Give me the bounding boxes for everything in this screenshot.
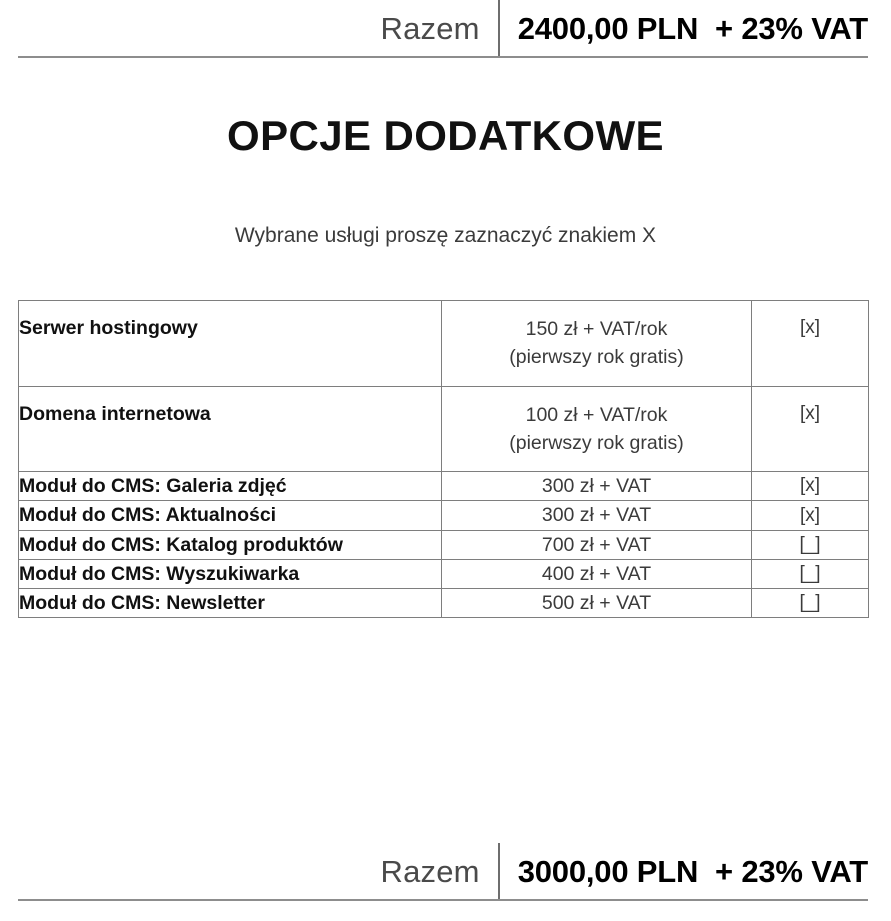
option-price-main: 100 zł + VAT/rok — [525, 403, 668, 426]
option-name-cell: Serwer hostingowy — [19, 301, 442, 387]
option-checkbox-cell[interactable]: [x] — [752, 472, 869, 501]
total-value-bottom: 3000,00 PLN + 23% VAT — [517, 854, 868, 889]
option-price-main: 700 zł + VAT — [541, 533, 652, 556]
option-price-cell — [442, 301, 752, 387]
option-price-cell — [442, 559, 752, 588]
total-bar-bottom — [18, 843, 868, 901]
table-row — [19, 530, 869, 559]
option-price-note: (pierwszy rok gratis) — [509, 346, 684, 369]
option-price-cell — [442, 472, 752, 501]
page-title: OPCJE DODATKOWE — [227, 112, 664, 159]
option-price-main: 500 zł + VAT — [541, 592, 652, 615]
option-checkbox-cell[interactable]: [x] — [752, 386, 869, 472]
table-row — [19, 559, 869, 588]
option-price-note: (pierwszy rok gratis) — [509, 431, 684, 454]
option-checkbox-cell[interactable]: [x] — [752, 501, 869, 530]
option-price-cell — [442, 530, 752, 559]
option-name-cell: Moduł do CMS: Galeria zdjęć — [19, 472, 442, 501]
option-checkbox-cell[interactable]: [_] — [752, 589, 869, 618]
option-price-main: 300 zł + VAT — [541, 475, 652, 498]
option-name-cell: Moduł do CMS: Newsletter — [19, 589, 442, 618]
option-price-cell — [442, 501, 752, 530]
table-row — [19, 501, 869, 530]
table-row — [19, 589, 869, 618]
option-price-main: 400 zł + VAT — [541, 562, 652, 585]
total-value-top: 2400,00 PLN + 23% VAT — [517, 11, 868, 46]
option-checkbox-cell[interactable]: [_] — [752, 530, 869, 559]
total-label-bottom: Razem — [380, 854, 480, 889]
table-row — [19, 301, 869, 387]
total-label-top: Razem — [380, 11, 480, 46]
total-bar-top — [18, 0, 868, 58]
option-name-cell: Moduł do CMS: Aktualności — [19, 501, 442, 530]
option-name-cell: Moduł do CMS: Katalog produktów — [19, 530, 442, 559]
option-checkbox-cell[interactable]: [x] — [752, 301, 869, 387]
option-name-cell: Domena internetowa — [19, 386, 442, 472]
option-price-cell — [442, 589, 752, 618]
option-price-main: 300 zł + VAT — [541, 504, 652, 527]
table-row — [19, 386, 869, 472]
page-subtitle: Wybrane usługi proszę zaznaczyć znakiem X — [234, 224, 657, 247]
option-name-cell: Moduł do CMS: Wyszukiwarka — [19, 559, 442, 588]
option-checkbox-cell[interactable]: [_] — [752, 559, 869, 588]
options-table-body — [19, 301, 869, 618]
table-row — [19, 472, 869, 501]
options-table — [18, 300, 869, 618]
option-price-cell — [442, 386, 752, 472]
option-price-main: 150 zł + VAT/rok — [525, 318, 668, 340]
